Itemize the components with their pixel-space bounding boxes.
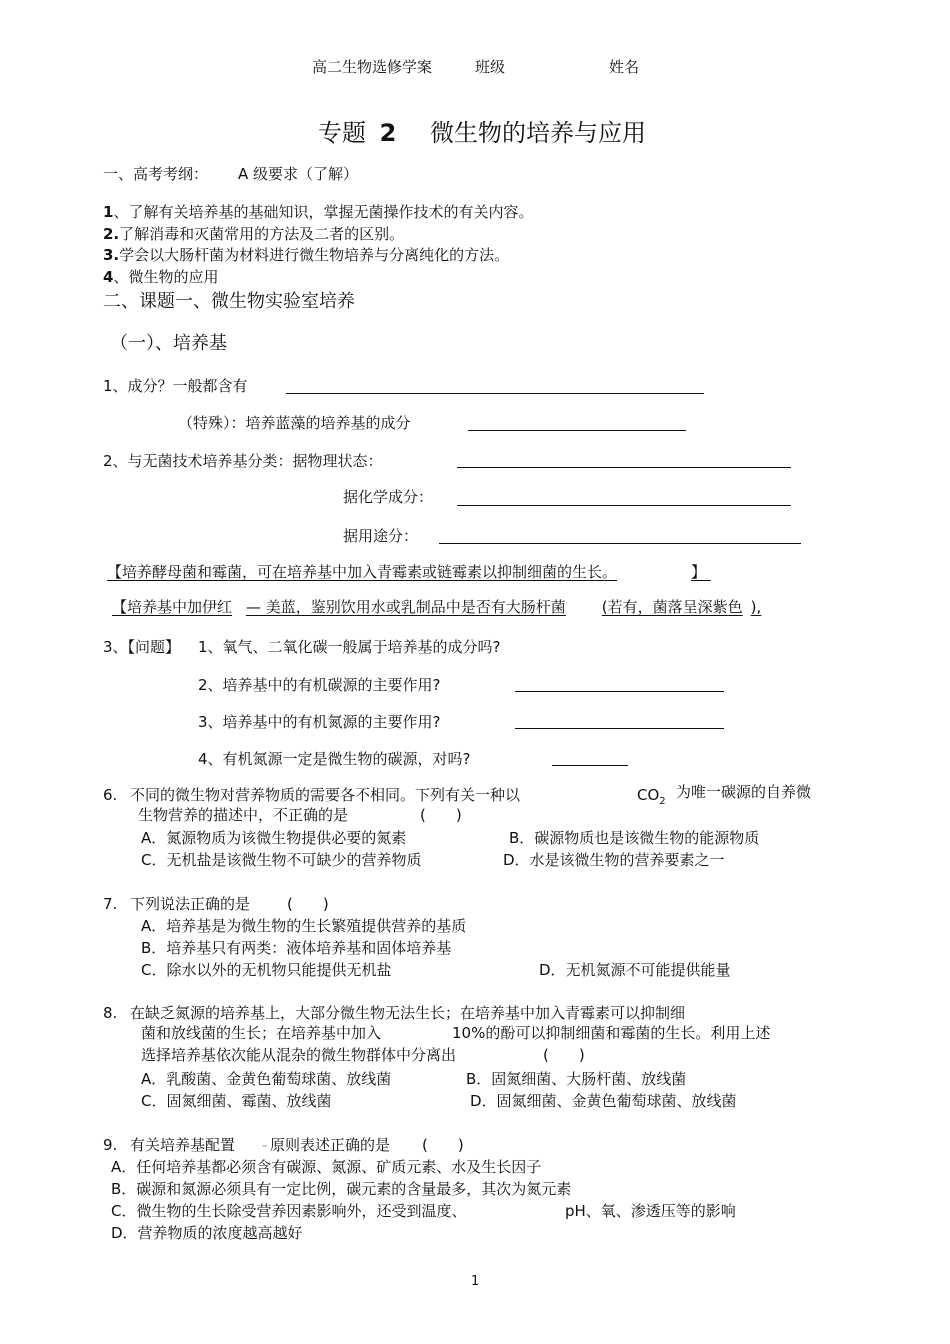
q9-option-c-end: pH、氧、渗透压等的影响 xyxy=(565,1202,736,1220)
outline-item-2: 2.了解消毒和灭菌常用的方法及二者的区别。 xyxy=(103,225,405,243)
title-number: 2 xyxy=(379,119,397,147)
q3-item-3-answer-line[interactable] xyxy=(515,728,724,729)
q1-answer-line[interactable] xyxy=(286,393,704,394)
outline-item-4: 4、微生物的应用 xyxy=(103,268,219,286)
title-prefix: 专题 xyxy=(318,119,366,147)
q9-answer-paren[interactable]: ( ) xyxy=(422,1136,464,1154)
q6-option-d[interactable]: D．水是该微生物的营养要素之一 xyxy=(503,851,725,869)
q8-line2a: 菌和放线菌的生长；在培养基中加入 xyxy=(141,1024,382,1042)
q7-answer-paren[interactable]: ( ) xyxy=(287,895,329,913)
q3-item-2: 2、培养基中的有机碳源的主要作用? xyxy=(198,676,441,694)
q6-stem-line2: 生物营养的描述中，不正确的是 xyxy=(138,806,349,824)
q9-stem-a: 有关培养基配置 xyxy=(130,1136,236,1154)
q9-option-b[interactable]: B．碳源和氮源必须具有一定比例，碳元素的含量最多，其次为氮元素 xyxy=(111,1180,572,1198)
q6-stem-line1-end: 为唯一碳源的自养微 xyxy=(676,783,812,801)
q3-item-2-answer-line[interactable] xyxy=(515,691,724,692)
q2-label: 2、与无菌技术培养基分类：据物理状态： xyxy=(103,452,383,470)
q8-line1: 在缺乏氮源的培养基上，大部分微生物无法生长；在培养基中加入青霉素可以抑制细 xyxy=(130,1004,686,1022)
q7-option-b[interactable]: B．培养基只有两类：液体培养基和固体培养基 xyxy=(141,939,452,957)
outline-item-1: 1、了解有关培养基的基础知识，掌握无菌操作技术的有关内容。 xyxy=(103,203,534,221)
q1-special-answer-line[interactable] xyxy=(468,430,686,431)
q6-option-a[interactable]: A．氮源物质为该微生物提供必要的氮素 xyxy=(141,829,407,847)
header-class-label: 班级 xyxy=(475,58,506,76)
q3-label: 3、【问题】 xyxy=(103,638,181,656)
q6-option-c[interactable]: C．无机盐是该微生物不可缺少的营养物质 xyxy=(141,851,422,869)
q6-stem-line1: 不同的微生物对营养物质的需要各不相同。下列有关一种以 xyxy=(130,786,521,804)
outline-heading: 一、高考考纲： xyxy=(103,165,209,183)
q8-option-d[interactable]: D．固氮细菌、金黄色葡萄球菌、放线菌 xyxy=(470,1092,737,1110)
q3-item-1: 1、氧气、二氧化碳一般属于培养基的成分吗? xyxy=(198,638,501,656)
q8-option-a[interactable]: A．乳酸菌、金黄色葡萄球菌、放线菌 xyxy=(141,1070,392,1088)
q8-option-b[interactable]: B．固氮细菌、大肠杆菌、放线菌 xyxy=(466,1070,687,1088)
q6-answer-paren[interactable]: ( ) xyxy=(420,806,462,824)
q6-num: 6. xyxy=(103,786,118,804)
q8-line2b: 10%的酚可以抑制细菌和霉菌的生长。利用上述 xyxy=(452,1024,771,1042)
q9-option-d[interactable]: D．营养物质的浓度越高越好 xyxy=(111,1224,303,1242)
note-eosin: 【培养基中加伊红 — 美蓝，鉴别饮用水或乳制品中是否有大肠杆菌 (若有，菌落呈深紫色 ), xyxy=(112,598,762,616)
q2-physical-answer-line[interactable] xyxy=(457,467,791,468)
q2-use-answer-line[interactable] xyxy=(439,543,801,544)
q9-dash: - xyxy=(262,1136,268,1154)
q7-option-d[interactable]: D．无机氮源不可能提供能量 xyxy=(539,961,731,979)
q8-answer-paren[interactable]: ( ) xyxy=(543,1046,585,1064)
q7-option-a[interactable]: A．培养基是为微生物的生长繁殖提供营养的基质 xyxy=(141,917,467,935)
header-course: 高二生物选修学案 xyxy=(312,58,433,76)
section2-subheading: （一）、培养基 xyxy=(110,333,227,354)
header-name-label: 姓名 xyxy=(609,58,640,76)
page-title xyxy=(318,119,646,148)
q9-num: 9. xyxy=(103,1136,118,1154)
q3-item-3: 3、培养基中的有机氮源的主要作用? xyxy=(198,713,441,731)
q8-option-c[interactable]: C．固氮细菌、霉菌、放线菌 xyxy=(141,1092,332,1110)
q3-item-4: 4、有机氮源一定是微生物的碳源，对吗? xyxy=(198,750,471,768)
q3-item-4-answer-line[interactable] xyxy=(552,765,628,766)
q2-chem-answer-line[interactable] xyxy=(457,505,791,506)
q7-stem: 下列说法正确的是 xyxy=(130,895,251,913)
q6-co2: $CO_2$ xyxy=(637,786,666,807)
title-text: 微生物的培养与应用 xyxy=(429,119,646,147)
section2-heading: 二、课题一、微生物实验室培养 xyxy=(103,291,355,312)
q8-num: 8. xyxy=(103,1004,118,1022)
q7-option-c[interactable]: C．除水以外的无机物只能提供无机盐 xyxy=(141,961,392,979)
q8-line3: 选择培养基依次能从混杂的微生物群体中分离出 xyxy=(141,1046,457,1064)
q9-option-c[interactable]: C．微生物的生长除受营养因素影响外，还受到温度、 xyxy=(111,1202,467,1220)
q7-num: 7. xyxy=(103,895,118,913)
q2-use-label: 据用途分： xyxy=(343,527,419,545)
outline-level: A 级要求（了解） xyxy=(238,165,359,183)
q1-special-label: （特殊）：培养蓝藻的培养基的成分 xyxy=(178,414,411,432)
q2-chem-label: 据化学成分： xyxy=(343,488,434,506)
q9-option-a[interactable]: A．任何培养基都必须含有碳源、氮源、矿质元素、水及生长因子 xyxy=(111,1158,542,1176)
q9-stem-b: 原则表述正确的是 xyxy=(270,1136,391,1154)
note-yeast: 【培养酵母菌和霉菌，可在培养基中加入青霉素或链霉素以抑制细菌的生长。 】 xyxy=(107,563,707,581)
q1-label: 1、成分？一般都含有 xyxy=(103,377,248,395)
q6-option-b[interactable]: B．碳源物质也是该微生物的能源物质 xyxy=(509,829,760,847)
page-number: 1 xyxy=(471,1274,480,1289)
outline-item-3: 3.学会以大肠杆菌为材料进行微生物培养与分离纯化的方法。 xyxy=(103,246,510,264)
